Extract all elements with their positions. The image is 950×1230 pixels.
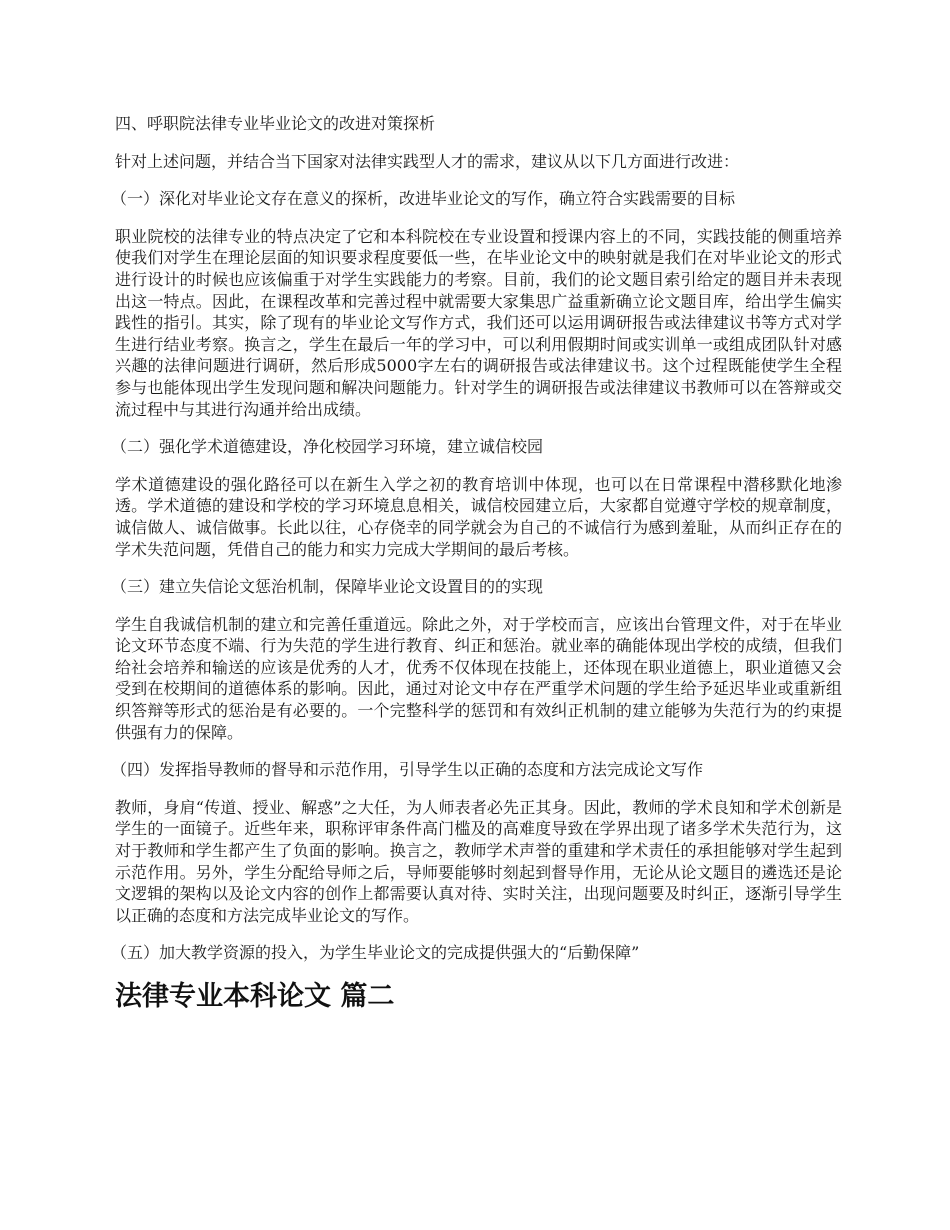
section-title: 四、呼职院法律专业毕业论文的改进对策探析	[115, 114, 436, 133]
subsection-title-1: （一）深化对毕业论文存在意义的探析，改进毕业论文的写作，确立符合实践需要的目标	[111, 189, 736, 209]
document-page	[111, 113, 842, 1014]
next-article-heading: 法律专业本科论文 篇二	[115, 981, 395, 1012]
subsection-title-3: （三）建立失信论文惩治机制，保障毕业论文设置目的的实现	[111, 577, 544, 597]
subsection-body-4: 教师，身肩“传道、授业、解惑”之大任，为人师表者必先正其身。因此，教师的学术良知和学术创新是学生的一面镜子。近些年来，职称评审条件高门槛及的高难度导致在学界出现了诸多学术失范行为，这对于教师和学生都产生了负面的影响。换言之，教师学术声誉的重建和学术责任的承担能够对学生起到示范作用。另外，学生分配给导师之后，导师要能够时刻起到督导作用，无论从论文题目的遴选还是论文逻辑的架构以及论文内容的创作上都需要认真对待、实时关注，出现问题要及时纠正，逐渐引导学生以正确的态度和方法完成毕业论文的写作。	[115, 797, 842, 925]
subsection-title-2: （二）强化学术道德建设，净化校园学习环境，建立诚信校园	[111, 437, 544, 457]
subsection-body-2: 学术道德建设的强化路径可以在新生入学之初的教育培训中体现，也可以在日常课程中潜移默化地渗透。学术道德的建设和学校的学习环境息息相关，诚信校园建立后，大家都自觉遵守学校的规章制度，诚信做人、诚信做事。长此以往，心存侥幸的同学就会为自己的不诚信行为感到羞耻，从而纠正存在的学术失范问题，凭借自己的能力和实力完成大学期间的最后考核。	[115, 474, 842, 559]
subsection-title-5: （五）加大教学资源的投入，为学生毕业论文的完成提供强大的“后勤保障”	[111, 943, 640, 963]
subsection-body-1: 职业院校的法律专业的特点决定了它和本科院校在专业设置和授课内容上的不同，实践技能的侧重培养使我们对学生在理论层面的知识要求程度要低一些，在毕业论文中的映射就是我们在对毕业论文的形式进行设计的时候也应该偏重于对学生实践能力的考察。目前，我们的论文题目索引给定的题目并未表现出这一特点。因此，在课程改革和完善过程中就需要大家集思广益重新确立论文题目库，给出学生偏实践性的指引。其实，除了现有的毕业论文写作方式，我们还可以运用调研报告或法律建议书等方式对学生进行结业考察。换言之，学生在最后一年的学习中，可以利用假期时间或实训单一或组成团队针对感兴趣的法律问题进行调研，然后形成5000字左右的调研报告或法律建议书。这个过程既能使学生全程参与也能体现出学生发现问题和解决问题能力。针对学生的调研报告或法律建议书教师可以在答辩或交流过程中与其进行沟通并给出成绩。	[115, 226, 842, 419]
intro-paragraph: 针对上述问题，并结合当下国家对法律实践型人才的需求，建议从以下几方面进行改进：	[115, 151, 740, 171]
subsection-title-4: （四）发挥指导教师的督导和示范作用，引导学生以正确的态度和方法完成论文写作	[111, 760, 704, 780]
subsection-body-3: 学生自我诚信机制的建立和完善任重道远。除此之外，对于学校而言，应该出台管理文件，对于在毕业论文环节态度不端、行为失范的学生进行教育、纠正和惩治。就业率的确能体现出学校的成绩，但我们给社会培养和输送的应该是优秀的人才，优秀不仅体现在技能上，还体现在职业道德上，职业道德又会受到在校期间的道德体系的影响。因此，通过对论文中存在严重学术问题的学生给予延迟毕业或重新组织答辩等形式的惩治是有必要的。一个完整科学的惩罚和有效纠正机制的建立能够为失范行为的约束提供强有力的保障。	[115, 614, 842, 742]
